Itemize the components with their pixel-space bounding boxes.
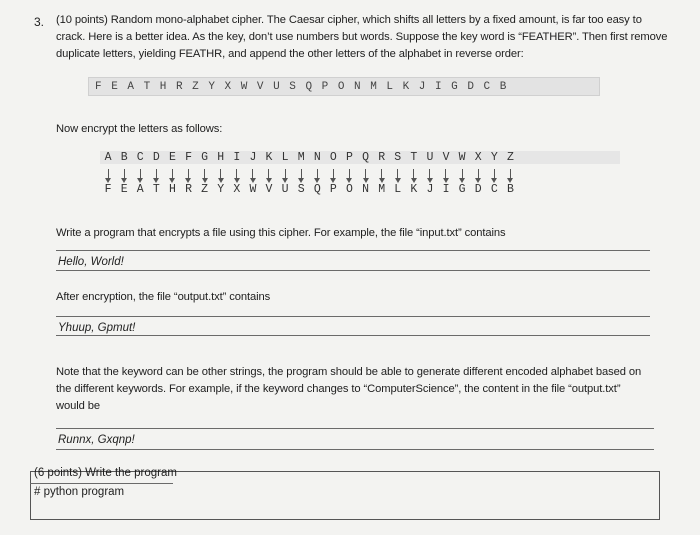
key-letter: L <box>386 80 393 93</box>
down-arrow-icon <box>293 168 309 184</box>
note-line: would be <box>56 400 100 412</box>
cipher-letter: L <box>394 183 402 196</box>
plain-letter: C <box>136 151 144 164</box>
cipher-letter: X <box>233 183 241 196</box>
cipher-letter: N <box>362 183 369 196</box>
answer-code[interactable]: # python program <box>34 486 125 498</box>
down-arrow-icon <box>374 168 390 184</box>
encrypt-instruction <box>56 121 656 138</box>
answer-heading: (6 points) Write the program <box>34 467 177 479</box>
plain-letter: X <box>474 151 482 164</box>
down-arrow-icon <box>245 168 261 184</box>
down-arrow-icon <box>180 168 196 184</box>
key-letter: O <box>337 80 345 93</box>
plain-letter: A <box>104 151 112 164</box>
input-line-top <box>56 250 650 251</box>
plain-alphabet-row <box>100 151 620 164</box>
down-arrow-icon <box>197 168 213 184</box>
down-arrow-icon <box>390 168 406 184</box>
plain-letter: I <box>233 151 241 164</box>
key-letter: V <box>256 80 264 93</box>
cipher-letter: K <box>410 183 418 196</box>
down-arrow-icon <box>132 168 148 184</box>
plain-letter: Z <box>506 151 514 164</box>
plain-letter: E <box>168 151 176 164</box>
plain-letter: N <box>313 151 321 164</box>
plain-letter: G <box>201 151 209 164</box>
key-letter: I <box>434 80 442 93</box>
down-arrow-icon <box>261 168 277 184</box>
down-arrow-icon <box>502 168 518 184</box>
cipher-letter: G <box>458 183 466 196</box>
down-arrow-icon <box>470 168 486 184</box>
plain-letter: W <box>458 151 466 164</box>
key-letter: R <box>175 80 183 93</box>
plain-letter: O <box>329 151 337 164</box>
key-letter: H <box>159 80 167 93</box>
answer-heading-rule <box>30 483 173 484</box>
cipher-letter: R <box>185 183 192 196</box>
cipher-letter: Q <box>313 183 321 196</box>
down-arrow-icon <box>213 168 229 184</box>
down-arrow-icon <box>406 168 422 184</box>
down-arrow-icon <box>309 168 325 184</box>
down-arrow-icon <box>116 168 132 184</box>
plain-letter: B <box>120 151 128 164</box>
plain-letter: T <box>410 151 418 164</box>
cipher-letter: J <box>426 183 434 196</box>
plain-letter: H <box>217 151 225 164</box>
cipher-letter: Y <box>217 183 225 196</box>
note-line: the different keywords. For example, if the keyword changes to “ComputerScience”, the content in the file “output.txt” <box>56 383 621 395</box>
cipher-letter: C <box>490 183 498 196</box>
plain-letter: Q <box>362 151 369 164</box>
key-letter: A <box>127 80 134 93</box>
note-line: Note that the keyword can be other strings, the program should be able to generate different encoded alphabet based on <box>56 366 642 378</box>
key-letter: U <box>273 80 280 93</box>
plain-letter: R <box>378 151 386 164</box>
cipher-letter: T <box>152 183 160 196</box>
down-arrow-icon <box>486 168 502 184</box>
question-number: 3. <box>34 15 45 29</box>
key-letter: M <box>370 80 377 93</box>
plain-letter: F <box>185 151 192 164</box>
key-letter: Q <box>305 80 313 93</box>
key-letter: Y <box>208 80 215 93</box>
down-arrow-icon <box>325 168 341 184</box>
input-example: Hello, World! <box>58 256 124 268</box>
key-letter: P <box>321 80 329 93</box>
cipher-letter: B <box>506 183 514 196</box>
down-arrow-icon <box>454 168 470 184</box>
plain-letter: U <box>426 151 434 164</box>
down-arrow-icon <box>148 168 164 184</box>
key-letter: G <box>451 80 458 93</box>
program-prompt <box>56 225 656 242</box>
cipher-letter: M <box>378 183 386 196</box>
cipher-letter: W <box>249 183 257 196</box>
intro-line: crack. Here is a better idea. As the key, don’t use numbers but words. Suppose the key word is “FEATHER”. Then first remove <box>56 31 668 43</box>
cipher-letter: U <box>281 183 289 196</box>
down-arrow-icon <box>438 168 454 184</box>
plain-letter: L <box>281 151 289 164</box>
down-arrow-icon <box>100 168 116 184</box>
cipher-alphabet-row <box>100 183 620 196</box>
key-letter: Z <box>192 80 199 93</box>
key-alphabet-bar <box>88 77 600 96</box>
down-arrow-icon <box>341 168 357 184</box>
down-arrow-icon <box>229 168 245 184</box>
key-letter: D <box>467 80 474 93</box>
plain-letter: P <box>346 151 353 164</box>
cipher-letter: E <box>120 183 128 196</box>
cipher-letter: Z <box>201 183 209 196</box>
note-paragraph <box>56 364 656 415</box>
note-line-bottom <box>56 449 654 450</box>
key-letter: J <box>418 80 426 93</box>
key-letter: W <box>240 80 248 93</box>
mapping-arrows <box>100 168 518 184</box>
note-line-top <box>56 428 654 429</box>
intro-paragraph <box>56 12 668 63</box>
plain-letter: S <box>394 151 402 164</box>
output-example: Yhuup, Gpmut! <box>58 322 136 334</box>
cipher-letter: A <box>136 183 144 196</box>
output-prompt <box>56 289 656 306</box>
key-letter: N <box>354 80 361 93</box>
key-letter: S <box>289 80 296 93</box>
plain-letter: K <box>265 151 273 164</box>
key-letter: F <box>95 80 102 93</box>
output-prompt-text: After encryption, the file “output.txt” contains <box>56 291 271 303</box>
cipher-letter: H <box>168 183 176 196</box>
encrypt-instruction-text: Now encrypt the letters as follows: <box>56 123 223 135</box>
down-arrow-icon <box>358 168 374 184</box>
output-line-top <box>56 316 650 317</box>
input-line-bottom <box>56 270 650 271</box>
plain-letter: Y <box>490 151 498 164</box>
plain-letter: V <box>442 151 450 164</box>
key-letter: K <box>402 80 410 93</box>
cipher-letter: O <box>346 183 353 196</box>
down-arrow-icon <box>422 168 438 184</box>
down-arrow-icon <box>164 168 180 184</box>
intro-line: (10 points) Random mono-alphabet cipher. The Caesar cipher, which shifts all letters by a fixed amount, is far too easy to <box>56 14 642 26</box>
cipher-letter: P <box>329 183 337 196</box>
note-example: Runnx, Gxqnp! <box>58 434 135 446</box>
cipher-letter: F <box>104 183 112 196</box>
cipher-letter: D <box>474 183 482 196</box>
plain-letter: D <box>152 151 160 164</box>
cipher-letter: V <box>265 183 273 196</box>
output-line-bottom <box>56 335 650 336</box>
key-letter: B <box>499 80 507 93</box>
down-arrow-icon <box>277 168 293 184</box>
key-letter: T <box>143 80 151 93</box>
key-letter: X <box>224 80 232 93</box>
cipher-letter: S <box>297 183 305 196</box>
plain-letter: M <box>297 151 305 164</box>
plain-letter: J <box>249 151 257 164</box>
program-prompt-text: Write a program that encrypts a file using this cipher. For example, the file “input.txt” contains <box>56 227 506 239</box>
cipher-letter: I <box>442 183 450 196</box>
key-letter: C <box>483 80 491 93</box>
intro-line: duplicate letters, yielding FEATHR, and append the other letters of the alphabet in reverse order: <box>56 48 524 60</box>
key-letter: E <box>111 80 118 93</box>
